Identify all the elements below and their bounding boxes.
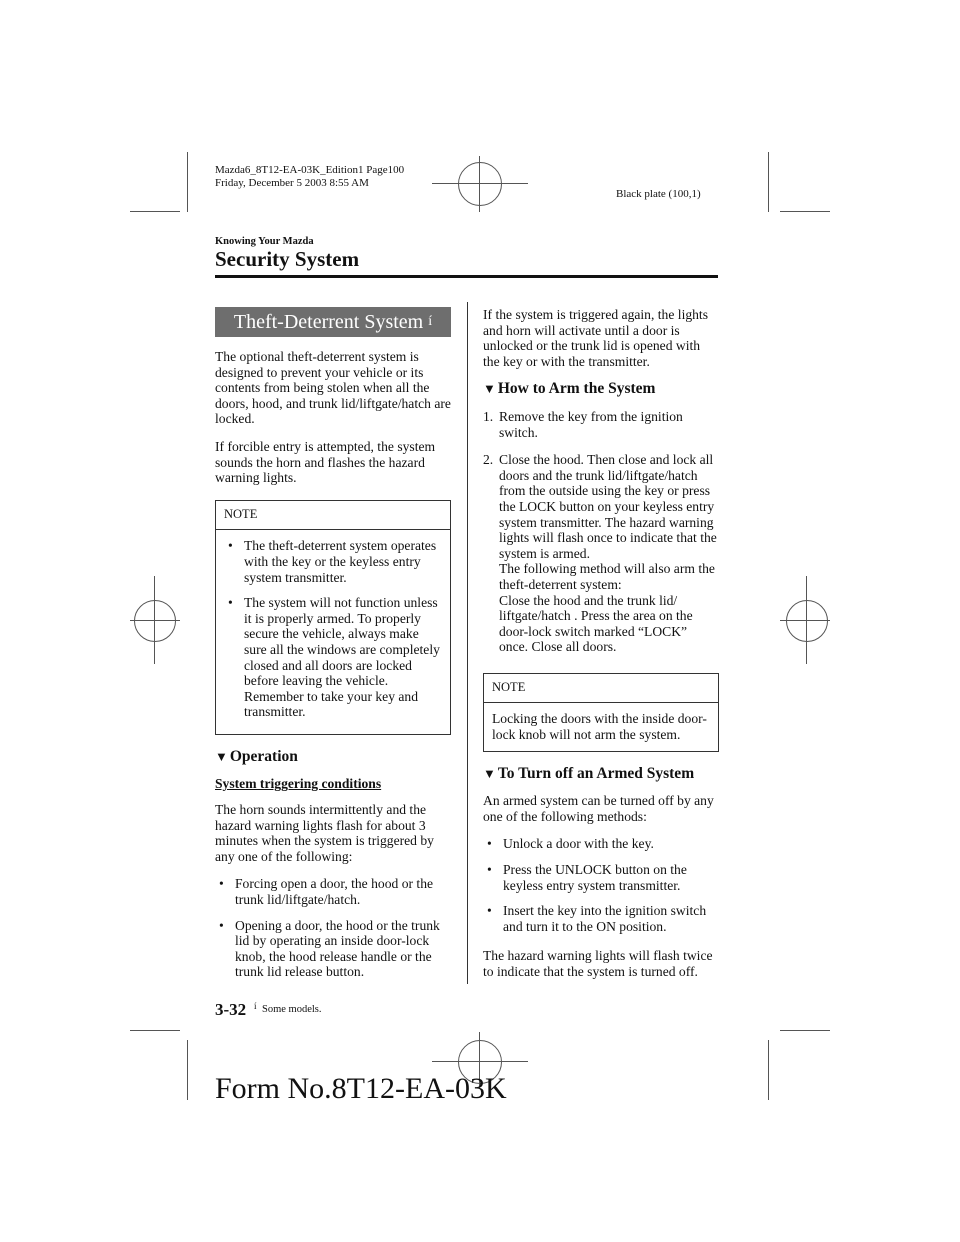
page-title: Security System — [215, 247, 360, 271]
turn-off-heading: ▼ To Turn off an Armed System — [483, 764, 695, 782]
section-banner — [215, 307, 451, 337]
title-rule — [215, 275, 718, 278]
note-item: • The system will not function unless it is properly armed. To properly secure the vehicle, always make sure all the windows are completely closed and all doors are locked before leaving the vehicle. Remember to take your key and transmitter. — [228, 595, 440, 720]
column-divider — [467, 302, 468, 984]
print-meta-line1: Mazda6_8T12-EA-03K_Edition1 Page100 — [215, 164, 405, 176]
triggering-intro: The horn sounds intermittently and the hazard warning lights flash for about 3 minutes when the system is triggered by any one of the following: — [215, 802, 434, 864]
bullet-icon: • — [487, 836, 492, 852]
turn-off-intro: An armed system can be turned off by any one of the following methods: — [483, 793, 714, 824]
list-item: • Insert the key into the ignition switch and turn it to the ON position. — [487, 903, 707, 934]
note-label: NOTE — [484, 674, 718, 704]
arm-heading: ▼ How to Arm the System — [483, 380, 656, 398]
triangle-icon: ▼ — [215, 748, 228, 764]
bullet-icon: • — [487, 862, 492, 878]
bullet-icon: • — [219, 917, 224, 933]
operation-heading: ▼ Operation — [215, 747, 298, 765]
form-number: Form No.8T12-EA-03K — [215, 1072, 507, 1105]
retrigger-paragraph: If the system is triggered again, the lights and horn will activate until a door is unlocked or the trunk lid is opened with the key or with the transmitter. — [483, 307, 709, 369]
triggering-subheading: System triggering conditions — [215, 776, 382, 792]
some-models-mark-icon: í — [254, 1001, 257, 1011]
section-banner-title: Theft-Deterrent System — [233, 311, 424, 333]
note-box — [483, 673, 719, 752]
bullet-icon: • — [228, 595, 233, 611]
chapter-label: Knowing Your Mazda — [215, 236, 314, 247]
note-item: • The theft-deterrent system operates with the key or the keyless entry system transmitter. — [228, 538, 437, 585]
list-item: • Opening a door, the hood or the trunk lid by operating an inside door-lock knob, the hood release handle or the trunk lid release button. — [219, 917, 440, 980]
triangle-icon: ▼ — [483, 381, 496, 397]
footnote: Some models. — [262, 1004, 322, 1015]
print-meta — [215, 164, 404, 190]
turn-off-outro: The hazard warning lights will flash twice to indicate that the system is turned off. — [483, 948, 713, 979]
right-column — [483, 307, 719, 992]
triangle-icon: ▼ — [483, 765, 496, 781]
some-models-mark-icon: í — [428, 314, 433, 329]
left-column — [215, 307, 451, 990]
bullet-icon: • — [219, 876, 224, 892]
forcible-entry-paragraph: If forcible entry is attempted, the system sounds the horn and flashes the hazard warning lights. — [215, 438, 436, 486]
step-item: 2. Close the hood. Then close and lock all doors and the trunk lid/liftgate/hatch from the outside using the key or press the LOCK button on your keyless entry system transmitter. The hazard warning lights will flash once to indicate that the system is armed. The following method will also arm the theft-deterrent system: Close the hood and the trunk lid/ liftgate/hatch . Press the area on the door-lock switch marked “LOCK” once. Close all doors. — [483, 452, 717, 655]
bullet-icon: • — [487, 903, 492, 919]
list-item: • Press the UNLOCK button on the keyless entry system transmitter. — [487, 862, 687, 893]
step-item: 1. Remove the key from the ignition switch. — [483, 408, 683, 440]
print-meta-line2: Friday, December 5 2003 8:55 AM — [215, 177, 369, 189]
note-box — [215, 500, 451, 735]
list-item: • Forcing open a door, the hood or the trunk lid/liftgate/hatch. — [219, 876, 434, 908]
list-item: • Unlock a door with the key. — [487, 836, 654, 852]
black-plate-label: Black plate (100,1) — [616, 188, 701, 200]
note-label: NOTE — [216, 501, 450, 531]
page-number: 3-32 — [215, 1000, 247, 1019]
intro-paragraph: The optional theft-deterrent system is designed to prevent your vehicle or its contents from being stolen when all the doors, hood, and trunk lid/liftgate/hatch are locked. — [215, 349, 451, 427]
bullet-icon: • — [228, 538, 233, 554]
note-text: Locking the doors with the inside door-lock knob will not arm the system. — [492, 711, 707, 743]
